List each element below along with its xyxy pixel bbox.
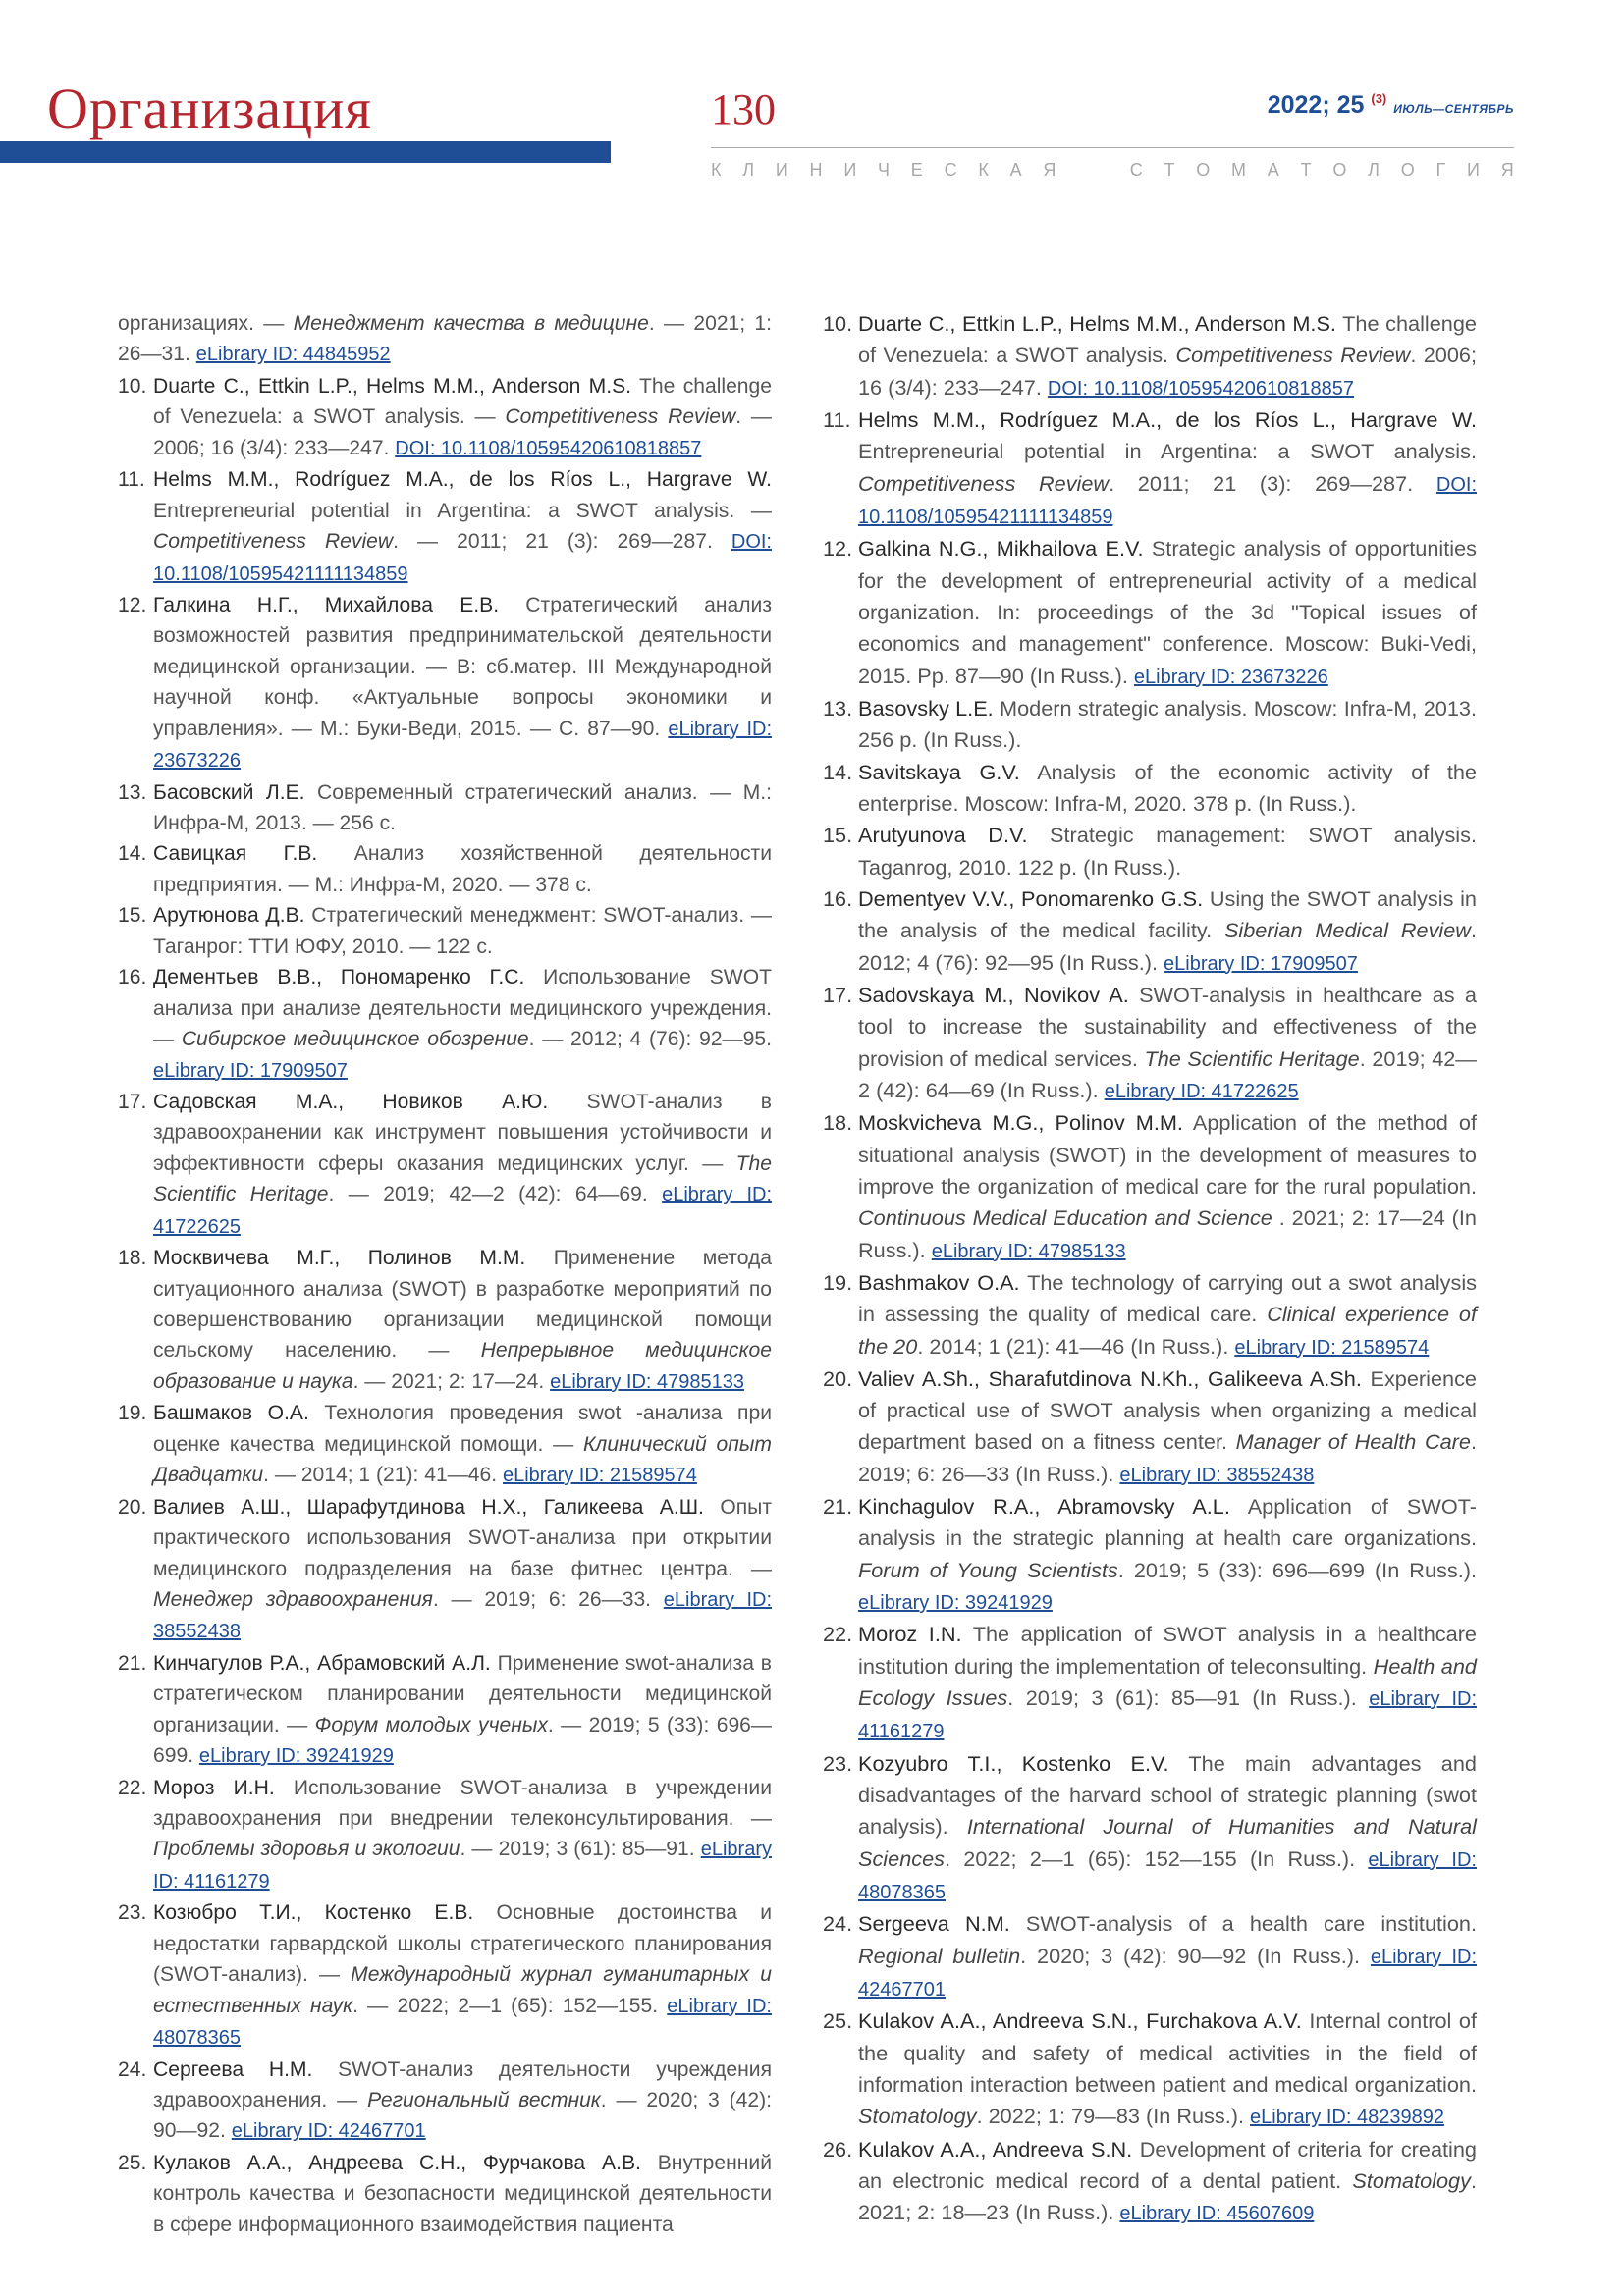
reference-number: 13. (823, 695, 853, 721)
reference-source: Клинический опыт Двадцатки (153, 1432, 772, 1487)
reference-details: . 2014; 1 (21): 41—46 (In Russ.). (917, 1333, 1235, 1359)
reference-item (118, 838, 772, 900)
reference-number: 18. (823, 1110, 853, 1136)
reference-number: 15. (118, 904, 147, 928)
reference-link[interactable]: eLibrary ID: 17909507 (153, 1059, 348, 1082)
reference-continuation: организациях. — Менеджмент качества в медицине. — 2021; 1: 26—31. eLibrary ID: 44845952 (118, 312, 772, 366)
reference-text: Development of criteria for creating an electronic medical record of a dental patient. (858, 2136, 1477, 2194)
journal-name-letter: О (1332, 160, 1347, 180)
reference-item (823, 308, 1477, 404)
reference-item (118, 590, 772, 777)
reference-source: International Journal of Humanities and Natural Sciences (858, 1814, 1477, 1871)
reference-item (823, 1748, 1477, 1909)
reference-text: Применение swot-анализа в стратегическом планировании деятельности медицинской организации. — (153, 1651, 772, 1736)
reference-number: 13. (118, 780, 147, 804)
reference-details: . — 2019; 3 (61): 85—91. (460, 1838, 701, 1861)
section-color-bar (0, 141, 611, 163)
reference-number: 23. (118, 1901, 147, 1925)
journal-name (711, 161, 1514, 179)
reference-item (118, 464, 772, 590)
reference-authors: Bashmakov O.A. (858, 1269, 1020, 1295)
section-title: Организация (47, 77, 372, 140)
reference-text: The technology of carrying out a swot analysis in assessing the quality of medical care. (858, 1269, 1477, 1327)
reference-source: Competitiveness Review (505, 405, 736, 429)
reference-link[interactable]: DOI: 10.1108/10595420610818857 (1047, 377, 1355, 400)
reference-authors: Кинчагулов Р.А., Абрамовский А.Л. (153, 1651, 491, 1675)
reference-number: 17. (823, 982, 853, 1007)
reference-text: Анализ хозяйственной деятельности предприятия. — М.: Инфра-М, 2020. — 378 с. (153, 842, 772, 896)
page-header (0, 0, 1624, 196)
reference-number: 21. (118, 1651, 147, 1675)
reference-item (823, 404, 1477, 533)
reference-item (823, 1491, 1477, 1619)
reference-source: Международный журнал гуманитарных и естественных наук (153, 1963, 772, 2017)
reference-number: 10. (823, 311, 853, 336)
reference-details: . 2021; 2: 17—24 (In Russ.). (858, 1205, 1477, 1262)
reference-link[interactable]: eLibrary ID: 38552438 (153, 1588, 772, 1643)
reference-text: Современный стратегический анализ. — М.: Инфра-М, 2013. — 256 с. (153, 780, 772, 834)
issue-number: (3) (1371, 91, 1387, 106)
reference-number: 21. (823, 1494, 853, 1520)
reference-number: 22. (823, 1622, 853, 1647)
reference-details: . — 2021; 2: 17—24. (352, 1369, 551, 1393)
reference-item (118, 1773, 772, 1898)
journal-name-letter: К (978, 160, 989, 180)
reference-authors: Valiev A.Sh., Sharafutdinova N.Kh., Galikeeva A.Sh. (858, 1365, 1362, 1391)
reference-item (823, 1619, 1477, 1747)
reference-authors: Kulakov A.A., Andreeva S.N., Furchakova A.V. (858, 2008, 1302, 2034)
reference-text: Применение метода ситуационного анализа (SWOT) в разработке мероприятий по совершенствованию организации медицинской помощи сельскому населению. — (153, 1247, 772, 1362)
reference-item (118, 371, 772, 464)
issue-info (1268, 92, 1514, 118)
journal-name-letter: Г (1435, 160, 1446, 180)
reference-number: 24. (823, 1911, 853, 1937)
reference-source: Manager of Health Care (1235, 1429, 1471, 1455)
reference-link[interactable]: eLibrary ID: 41161279 (858, 1688, 1477, 1743)
journal-name-letter: И (843, 160, 857, 180)
reference-link[interactable]: eLibrary ID: 21589574 (502, 1465, 697, 1487)
journal-name-letter: Л (1368, 160, 1380, 180)
journal-name-letter: О (1400, 160, 1415, 180)
reference-link[interactable]: DOI: 10.1108/10595421111134859 (858, 473, 1478, 528)
reference-source: Clinical experience of the 20 (858, 1302, 1478, 1359)
reference-details: . 2022; 1: 79—83 (In Russ.). (976, 2104, 1251, 2129)
reference-authors: Арутюнова Д.В. (153, 904, 305, 928)
reference-source: Siberian Medical Review (1223, 918, 1471, 943)
reference-text: The main advantages and disadvantages of the harvard school of strategic planning (swot analysis). (858, 1750, 1477, 1840)
reference-authors: Башмаков О.А. (153, 1402, 309, 1425)
reference-item (823, 1107, 1477, 1267)
reference-link[interactable]: eLibrary ID: 21589574 (1234, 1336, 1430, 1359)
journal-name-letter: Е (910, 160, 923, 180)
reference-link[interactable]: eLibrary ID: 41722625 (1104, 1080, 1299, 1102)
header-rule (711, 147, 1514, 148)
reference-item (823, 1908, 1477, 2005)
journal-name-letter: А (1009, 160, 1022, 180)
reference-link[interactable]: eLibrary ID: 48078365 (858, 1848, 1477, 1904)
reference-link[interactable]: eLibrary ID: 41161279 (153, 1839, 772, 1893)
reference-number: 17. (118, 1090, 147, 1113)
reference-text: Использование SWOT анализа при анализе деятельности медицинского учреждения. — (153, 966, 773, 1051)
reference-authors: Валиев А.Ш., Шарафутдинова Н.Х., Галикеева А.Ш. (153, 1495, 704, 1519)
reference-authors: Басовский Л.Е. (153, 780, 305, 804)
reference-number: 19. (118, 1402, 147, 1425)
reference-text: The challenge of Venezuela: a SWOT analysis. — (153, 374, 772, 429)
reference-details: . — 2019; 5 (33): 696—699. (153, 1713, 772, 1768)
reference-text: Внутренний контроль качества и безопасности медицинской деятельности в сфере информационного взаимодействия пациента (153, 2151, 772, 2236)
journal-name-letter: Я (1043, 160, 1056, 180)
reference-item (823, 1363, 1477, 1491)
reference-text: Опыт практического использования SWOT-анализа при открытии медицинского подразделения на базе фитнес центра. — (153, 1495, 772, 1580)
reference-details: . 2021; 2: 18—23 (In Russ.). (858, 2168, 1477, 2225)
reference-number: 14. (823, 759, 853, 784)
reference-number: 11. (118, 468, 145, 492)
reference-authors: Galkina N.G., Mikhailova E.V. (858, 536, 1144, 561)
reference-details: . 2012; 4 (76): 92—95 (In Russ.). (858, 918, 1477, 975)
issue-year-volume: 2022; 25 (1267, 91, 1365, 119)
journal-name-letter: С (1129, 160, 1143, 180)
reference-details: . — 2012; 4 (76): 92—95. (528, 1028, 772, 1051)
journal-name-letter: А (1267, 160, 1279, 180)
journal-name-letter: Я (1500, 160, 1514, 180)
reference-details: . 2019; 42—2 (42): 64—69 (In Russ.). (858, 1045, 1477, 1102)
references-english-column (823, 308, 1477, 2230)
reference-text: The application of SWOT analysis in a healthcare institution during the implementation of teleconsulting. (858, 1622, 1477, 1679)
reference-link[interactable]: eLibrary ID: 17909507 (1164, 952, 1358, 975)
journal-name-letter: Т (1300, 160, 1312, 180)
reference-authors: Мороз И.Н. (153, 1776, 275, 1799)
reference-authors: Savitskaya G.V. (858, 759, 1020, 784)
reference-source: Competitiveness Review (153, 530, 394, 554)
reference-authors: Duarte C., Ettkin L.P., Helms M.M., Anderson M.S. (858, 311, 1336, 336)
journal-name-letter: М (1231, 160, 1247, 180)
reference-authors: Kinchagulov R.A., Abramovsky A.L. (858, 1494, 1230, 1520)
journal-name-letter: И (775, 160, 788, 180)
reference-details: . 2019; 5 (33): 696—699 (In Russ.). (1117, 1557, 1477, 1582)
reference-details: . 2022; 2—1 (65): 152—155 (In Russ.). (945, 1845, 1369, 1871)
reference-text: Strategic management: SWOT analysis. Taganrog, 2010. 122 p. (In Russ.). (858, 823, 1477, 880)
reference-authors: Москвичева М.Г., Полинов М.М. (153, 1247, 526, 1270)
journal-name-letter: Л (742, 160, 755, 180)
reference-item (823, 757, 1477, 821)
journal-name-letter: О (1196, 160, 1211, 180)
reference-details: . 2006; 16 (3/4): 233—247. (858, 343, 1478, 400)
reference-source: Forum of Young Scientists (858, 1557, 1118, 1582)
reference-authors: Садовская М.А., Новиков А.Ю. (153, 1090, 549, 1113)
journal-name-letter: К (711, 160, 722, 180)
reference-item (118, 2055, 772, 2148)
reference-item (823, 883, 1477, 980)
reference-authors: Савицкая Г.В. (153, 842, 318, 866)
reference-text: Entrepreneurial potential in Argentina: a SWOT analysis. — (153, 499, 772, 522)
reference-source: Проблемы здоровья и экологии (153, 1838, 460, 1861)
reference-text: Стратегический менеджмент: SWOT-анализ. — Таганрог: ТТИ ЮФУ, 2010. — 122 с. (153, 904, 772, 958)
reference-number: 23. (823, 1750, 853, 1776)
reference-number: 10. (118, 374, 147, 398)
reference-number: 19. (823, 1269, 853, 1295)
reference-details: . — 2011; 21 (3): 269—287. (393, 530, 731, 554)
reference-text: SWOT-analysis in healthcare as a tool to increase the sustainability and effectiveness of the provision of medical services. (858, 982, 1477, 1071)
journal-name-letter: Ч (878, 160, 891, 180)
reference-item (823, 820, 1477, 883)
reference-details: . 2019; 3 (61): 85—91 (In Russ.). (1007, 1685, 1370, 1711)
reference-authors: Sadovskaya M., Novikov A. (858, 982, 1129, 1007)
page-number: 130 (711, 85, 776, 133)
reference-text: Analysis of the economic activity of the enterprise. Moscow: Infra-M, 2020. 378 p. (In Russ.). (858, 759, 1477, 816)
reference-item (823, 2005, 1477, 2133)
reference-link[interactable]: eLibrary ID: 48239892 (1250, 2107, 1444, 2129)
reference-text: Application of SWOT-analysis in the strategic planning at health care organizations. (858, 1494, 1478, 1551)
reference-authors: Helms M.M., Rodríguez M.A., de los Ríos L., Hargrave W. (858, 406, 1477, 432)
reference-authors: Козюбро Т.И., Костенко Е.В. (153, 1901, 474, 1925)
reference-source: Health and Ecology Issues (858, 1653, 1477, 1711)
reference-details: . — 2020; 3 (42): 90—92. (153, 2088, 772, 2143)
reference-item (118, 900, 772, 962)
reference-number: 16. (823, 885, 853, 911)
reference-link[interactable]: eLibrary ID: 39241929 (198, 1745, 394, 1768)
reference-details: . — 2019; 42—2 (42): 64—69. (328, 1183, 663, 1206)
reference-item (118, 1398, 772, 1491)
reference-number: 11. (823, 406, 851, 432)
reference-details: . 2019; 6: 26—33 (In Russ.). (858, 1429, 1477, 1486)
reference-text: Strategic analysis of opportunities for the development of entrepreneurial activity of a medical organization. In: proceedings of the 3d "Topical issues of economics and management" conference. Moscow: Buki-Vedi, 2015. Pp. 87—90 (In Russ.). (858, 536, 1477, 688)
reference-link[interactable]: eLibrary ID: 38552438 (1119, 1464, 1315, 1486)
journal-name-letter: С (944, 160, 957, 180)
reference-text: Internal control of the quality and safety of medical activities in the field of information interaction between patient and medical organization. (858, 2008, 1477, 2098)
reference-source: Competitiveness Review (1175, 343, 1411, 368)
reference-source: The Scientific Heritage (1144, 1045, 1360, 1071)
reference-text: Modern strategic analysis. Moscow: Infra-M, 2013. 256 p. (In Russ.). (858, 695, 1477, 753)
reference-link[interactable]: eLibrary ID: 45607609 (1119, 2203, 1315, 2225)
reference-source: Сибирское медицинское обозрение (181, 1028, 529, 1051)
reference-number: 22. (118, 1776, 147, 1799)
reference-item (118, 1492, 772, 1648)
reference-item (823, 693, 1477, 757)
reference-number: 24. (118, 2057, 147, 2081)
reference-item (823, 980, 1477, 1107)
journal-name-letter: И (1466, 160, 1480, 180)
reference-authors: Галкина Н.Г., Михайлова Е.В. (153, 593, 500, 616)
reference-text: Using the SWOT analysis in the analysis of the medical facility. (858, 885, 1477, 943)
reference-item (118, 1243, 772, 1398)
reference-authors: Helms M.M., Rodríguez M.A., de los Ríos L., Hargrave W. (153, 468, 772, 492)
reference-details: . — 2019; 6: 26—33. (432, 1587, 664, 1611)
reference-item (118, 1087, 772, 1243)
journal-name-letter: Т (1164, 160, 1175, 180)
reference-authors: Basovsky L.E. (858, 695, 994, 721)
reference-authors: Кулаков А.А., Андреева С.Н., Фурчакова А.В. (153, 2151, 641, 2174)
reference-authors: Дементьев В.В., Пономаренко Г.С. (153, 966, 525, 989)
reference-item (118, 2148, 772, 2240)
issue-months: ИЮЛЬ—СЕНТЯБРЬ (1393, 102, 1514, 116)
reference-item (823, 2134, 1477, 2230)
elibrary-link[interactable]: eLibrary ID: 44845952 (195, 344, 391, 366)
reference-link[interactable]: eLibrary ID: 42467701 (231, 2120, 426, 2143)
reference-text: Технология проведения swot -анализа при оценке качества медицинской помощи. — (153, 1402, 772, 1456)
reference-text: Experience of practical use of SWOT analysis when organizing a medical department based on a fitness center. (858, 1365, 1477, 1455)
reference-number: 12. (118, 593, 147, 616)
reference-number: 14. (118, 842, 147, 866)
reference-source: Stomatology (1352, 2168, 1471, 2194)
reference-text: Стратегический анализ возможностей развития предпринимательской деятельности медицинской организации. — В: сб.матер. III Международной научной конф. «Актуальные вопросы экономики и управления». — М.: Буки-Веди, 2015. — С. 87—90. (153, 593, 772, 740)
reference-authors: Сергеева Н.М. (153, 2057, 313, 2081)
reference-source: The Scientific Heritage (153, 1151, 772, 1206)
reference-text: SWOT-анализ в здравоохранении как инструмент повышения устойчивости и эффективности сферы оказания медицинских услуг. — (153, 1090, 772, 1175)
reference-number: 25. (118, 2151, 147, 2174)
reference-source: Continuous Medical Education and Science (858, 1205, 1272, 1231)
reference-link[interactable]: eLibrary ID: 48078365 (153, 1995, 772, 2050)
reference-text: Использование SWOT-анализа в учреждении здравоохранения при внедрении телеконсультирования. — (153, 1776, 772, 1830)
reference-source: Competitiveness Review (858, 470, 1110, 496)
reference-link[interactable]: eLibrary ID: 47985133 (550, 1370, 745, 1393)
reference-item (118, 1897, 772, 2054)
reference-source: Regional bulletin (858, 1943, 1021, 1968)
reference-number: 20. (823, 1365, 853, 1391)
references-russian-column (118, 308, 772, 2240)
reference-number: 25. (823, 2008, 853, 2034)
reference-authors: Kozyubro T.I., Kostenko E.V. (858, 1750, 1169, 1776)
reference-authors: Arutyunova D.V. (858, 823, 1028, 848)
reference-link[interactable]: eLibrary ID: 47985133 (931, 1240, 1126, 1262)
reference-details: . — 2006; 16 (3/4): 233—247. (153, 405, 772, 459)
reference-item (823, 1267, 1477, 1363)
reference-authors: Duarte C., Ettkin L.P., Helms M.M., Anderson M.S. (153, 374, 632, 398)
reference-link[interactable]: DOI: 10.1108/10595421111134859 (153, 531, 772, 585)
reference-source: Региональный вестник (367, 2088, 601, 2111)
reference-number: 12. (823, 536, 853, 561)
reference-text: Entrepreneurial potential in Argentina: a SWOT analysis. (858, 439, 1477, 464)
reference-number: 26. (823, 2136, 853, 2162)
reference-link[interactable]: eLibrary ID: 41722625 (153, 1184, 772, 1238)
reference-text: Основные достоинства и недостатки гарвардской школы стратегического планирования (SWOT-анализ). — (153, 1901, 772, 1987)
reference-number: 20. (118, 1495, 147, 1519)
reference-source: Stomatology (858, 2104, 977, 2129)
reference-details: . 2020; 3 (42): 90—92 (In Russ.). (1020, 1943, 1371, 1968)
reference-number: 18. (118, 1247, 147, 1270)
reference-text: SWOT-анализ деятельности учреждения здравоохранения. — (153, 2057, 772, 2111)
reference-authors: Kulakov A.A., Andreeva S.N. (858, 2136, 1133, 2162)
reference-authors: Dementyev V.V., Ponomarenko G.S. (858, 885, 1204, 911)
reference-link[interactable]: eLibrary ID: 39241929 (858, 1592, 1053, 1615)
reference-link[interactable]: DOI: 10.1108/10595420610818857 (395, 437, 702, 459)
reference-text: Application of the method of situational analysis (SWOT) in the development of measures to improve the organization of medical care for the rural population. (858, 1110, 1477, 1199)
journal-name-letter (1104, 161, 1109, 179)
reference-authors: Sergeeva N.M. (858, 1911, 1010, 1937)
journal-name-letter (1077, 161, 1082, 179)
reference-authors: Moskvicheva M.G., Polinov M.M. (858, 1110, 1183, 1136)
reference-link[interactable]: eLibrary ID: 42467701 (858, 1946, 1478, 2002)
reference-authors: Moroz I.N. (858, 1622, 962, 1647)
reference-item (118, 1648, 772, 1773)
reference-item (118, 777, 772, 839)
reference-details: . — 2022; 2—1 (65): 152—155. (352, 1994, 668, 2017)
reference-link[interactable]: eLibrary ID: 23673226 (153, 718, 773, 773)
reference-number: 16. (118, 966, 147, 989)
reference-number: 15. (823, 823, 853, 848)
reference-source: Непрерывное медицинское образование и наука (153, 1339, 772, 1393)
reference-item (118, 962, 772, 1087)
reference-text: The challenge of Venezuela: a SWOT analysis. (858, 311, 1477, 368)
reference-source: Форум молодых ученых (314, 1713, 548, 1736)
journal-name-letter: Н (809, 160, 823, 180)
reference-item (823, 533, 1477, 693)
reference-details: . 2011; 21 (3): 269—287. (1109, 470, 1436, 496)
reference-link[interactable]: eLibrary ID: 23673226 (1133, 666, 1328, 688)
reference-source: Менеджер здравоохранения (153, 1587, 433, 1611)
reference-text: SWOT-analysis of a health care institution. (1009, 1911, 1477, 1937)
reference-details: . — 2014; 1 (21): 41—46. (263, 1464, 503, 1487)
